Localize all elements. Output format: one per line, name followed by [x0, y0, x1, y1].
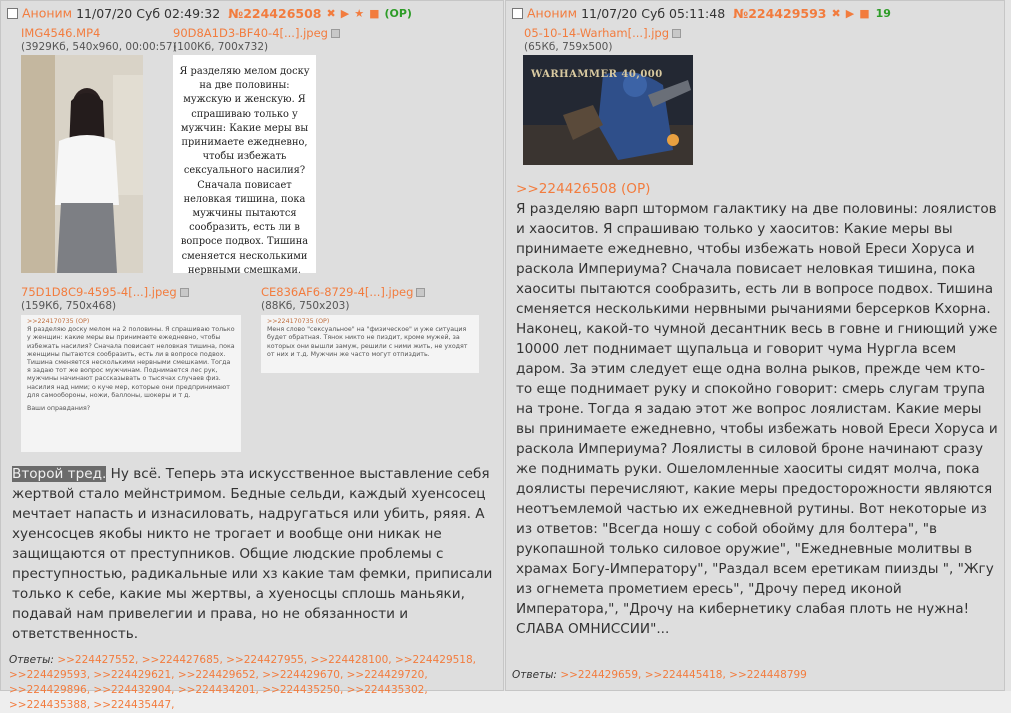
reply-link[interactable]: >>224435302,	[346, 684, 428, 696]
reply-link[interactable]: >>224435250,	[262, 684, 344, 696]
file-link[interactable]: CE836AF6-8729-4[...].jpeg	[261, 285, 425, 299]
reply-link[interactable]: >>224427685,	[141, 654, 223, 666]
file-link[interactable]: 05-10-14-Warham[...].jpg	[524, 26, 681, 40]
post-op	[0, 0, 504, 711]
reply-link[interactable]: >>224435447,	[93, 699, 175, 711]
image-text: Меня слово "сексуальное" на "физическое" и уже ситуация будет обратная. Тянок никто не пиздит, кроме мужей, за которых они вышли замуж, решили с ними жить, не уходят от них и т.д. Мужчин же часто могут отпиздить.	[267, 326, 468, 358]
reply-link[interactable]: >>224429621,	[93, 669, 175, 681]
poster-name: Аноним	[527, 5, 578, 21]
post-number[interactable]: №224429593	[733, 5, 827, 21]
reply-list	[512, 668, 1000, 683]
reply-link[interactable]: >>224429518,	[394, 654, 477, 666]
close-icon[interactable]: ✖	[326, 6, 336, 20]
text-image-thumbnail[interactable]	[173, 55, 316, 276]
op-badge: (OP)	[384, 6, 412, 20]
screenshot-thumbnail[interactable]	[261, 315, 479, 373]
play-icon[interactable]: ▶	[340, 6, 350, 20]
reply-link[interactable]: >>224434201,	[177, 684, 259, 696]
file-meta: (100Кб, 700x732)	[173, 41, 269, 53]
image-text: Я разделяю мелом доску на две половины: мужскую и женскую. Я спрашиваю только у мужчин: Какие меры вы принимаете ежедневно, чтобы избежать сексуального насилия? Сначала повисает неловкая тишина, пока мужчины пытаются сообразить, есть ли в вопросе подвох. Тишина сменяется несколькими нервными смешками.	[179, 66, 310, 276]
checkbox-icon[interactable]	[7, 8, 18, 19]
reply-count-badge: 19	[875, 6, 891, 20]
square-icon[interactable]: ■	[369, 6, 380, 20]
post-header	[7, 4, 499, 22]
file-meta: (159Кб, 750x468)	[21, 300, 117, 312]
magnifier-icon[interactable]	[331, 29, 340, 38]
reply-ref-link[interactable]: >>224426508 (OP)	[516, 181, 651, 197]
reply-link[interactable]: >>224432904,	[93, 684, 175, 696]
replies-label: Ответы:	[9, 654, 54, 666]
magnifier-icon[interactable]	[180, 288, 189, 297]
reply-link[interactable]: >>224429670,	[262, 669, 344, 681]
image-ref: >>224170735 (OP)	[267, 318, 330, 325]
post-message: Второй тред. Ну всё. Теперь эта искусственное выставление себя жертвой стало мейнстримом. Бедные сельди, каждый хуенсосец мечтает напасть и изнасиловать, надругаться или убить, ряяя. А хуенсосцев якобы никто не трогает и вообще они никак не защищаются от преступников. Общие людские проблемы с преступностью, радикальные или хз какие там фемки, приписали только к себе, какие мы жертвы, а хуеносцы сплошь маньяки, подавай нам привелегии и права, но не обязанности и ответственность.	[12, 466, 493, 642]
post-number[interactable]: №224426508	[228, 5, 322, 21]
post-date: 11/07/20 Суб 02:49:32	[76, 5, 221, 21]
checkbox-icon[interactable]	[512, 8, 523, 19]
reply-link[interactable]: >>224429652,	[177, 669, 259, 681]
file-link[interactable]: 75D1D8C9-4595-4[...].jpeg	[21, 285, 189, 299]
logo-text: WARHAMMER 40,000	[531, 69, 663, 80]
post-header	[512, 4, 1000, 22]
image-ref: >>224170735 (OP)	[27, 318, 90, 325]
square-icon[interactable]: ■	[859, 6, 870, 20]
reply-link[interactable]: >>224429896,	[9, 684, 91, 696]
video-thumbnail[interactable]	[21, 55, 143, 273]
reply-link[interactable]: >>224428100,	[310, 654, 392, 666]
image-text: Ваши оправдания?	[27, 405, 91, 413]
reply-link[interactable]: >>224427552,	[57, 654, 139, 666]
reply-list	[9, 653, 497, 713]
post-message: >>224426508 (OP) Я разделяю варп штормом галактику на две половины: лоялистов и хаоситов. Я спрашиваю только у хаоситов: Какие меры вы принимаете ежедневно, чтобы избежать новой Ереси Хоруса и раскола Империума? Сначала повисает неловкая тишина, пока хаоситы пытаются сообразить, есть ли в вопросе подвох. Тишина сменяется несколькими нервными рычаниями берсерков Кхорна. Наконец, какой-то чумной десантник весь в говне и гниющий уже 10000 лет поднимает щупальца и говорит чума Нургла всем даром. За этим следует еще одна волна рыков, прежде чем кто-то еще поднимает руку и спокойно говорит: смерь слугам трупа на троне. Тогда я задаю этот же вопрос лоялистам. Какие меры вы принимаете ежедневно, чтобы избежать новой Ереси Хоруса и раскола Империума? Лоялисты в силовой броне начинают сразу же поднимать руки. Ошеломленные хаоситы сидят молча, пока доялисты перечисляют, какие меры предосторожности являются неотъемлемой частью их ежедневной рутины. Вот некоторые из из ответов: "Всегда ношу с собой обойму для болтера", "в рукопашной только силовое оружие", "Ежедневные молитвы в храмах Богу-Императору", "Раздал всем еретикам пиизды ", "Жгу из огнемета прометием ересь", "Дрочу перед иконой Императора,", "Дрочу на кибернетику слабая плоть не нужна! СЛАВА ОМНИССИИ"...	[516, 181, 998, 637]
star-icon[interactable]: ★	[354, 6, 365, 20]
reply-link[interactable]: >>224427955,	[226, 654, 308, 666]
file-meta: (3929Кб, 540x960, 00:00:57)	[21, 41, 177, 53]
screenshot-thumbnail[interactable]	[21, 315, 241, 452]
file-link[interactable]: 90D8A1D3-BF40-4[...].jpeg	[173, 26, 340, 40]
post-date: 11/07/20 Суб 05:11:48	[581, 5, 726, 21]
warhammer-thumbnail[interactable]	[523, 55, 693, 165]
reply-link[interactable]: >>224445418,	[644, 669, 726, 681]
play-icon[interactable]: ▶	[845, 6, 855, 20]
poster-name: Аноним	[22, 5, 73, 21]
spoiler-text[interactable]: Второй тред.	[12, 466, 107, 482]
close-icon[interactable]: ✖	[831, 6, 841, 20]
file-meta: (88Кб, 750x203)	[261, 300, 350, 312]
image-text: Я разделяю доску мелом на 2 половины. Я спрашиваю только у женщин: какие меры вы принимаете ежедневно, чтобы избежать насилия? Сначала повисает неловкая тишина, пока женщины пытаются сообразить, есть ли в вопросе подвох. Тишина сменяется несколькими нервными смешками. Тогда я задаю тот же вопрос мужчинам. Поднимается лес рук, мужчины начинают рассказывать о тысячах случаев физ. насилия над ними; о куче мер, которые они предпринимают для самообороны, ножи, баллоны, шокеры и т д.	[27, 326, 235, 399]
reply-link[interactable]: >>224429593,	[9, 669, 91, 681]
reply-link[interactable]: >>224429659,	[560, 669, 642, 681]
magnifier-icon[interactable]	[672, 29, 681, 38]
reply-link[interactable]: >>224448799	[729, 669, 807, 681]
replies-label: Ответы:	[512, 669, 557, 681]
reply-link[interactable]: >>224429720,	[346, 669, 428, 681]
reply-link[interactable]: >>224435388,	[9, 699, 91, 711]
file-meta: (65Кб, 759x500)	[524, 41, 613, 53]
file-link[interactable]: IMG4546.MP4	[21, 26, 101, 40]
magnifier-icon[interactable]	[416, 288, 425, 297]
